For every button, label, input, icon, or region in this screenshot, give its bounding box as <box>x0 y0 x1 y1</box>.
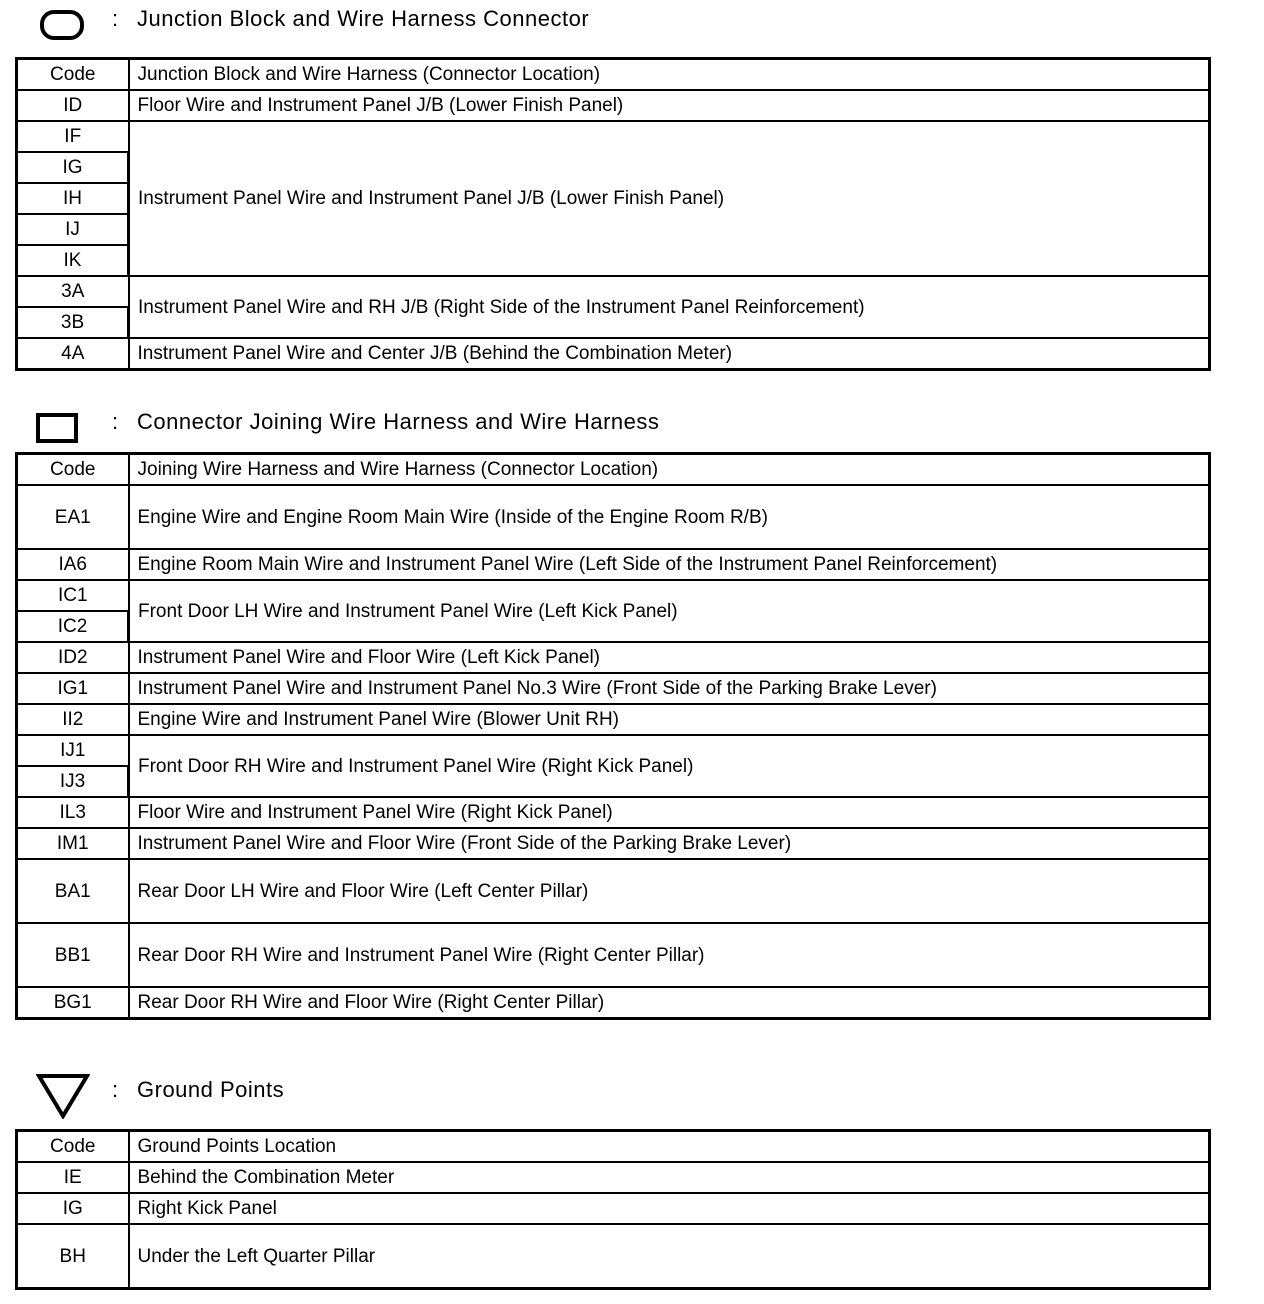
table-row <box>17 642 1210 673</box>
table-row <box>17 923 1210 987</box>
triangle-symbol-icon <box>36 1073 90 1119</box>
oval-symbol-icon <box>40 10 84 40</box>
code-cell: IG1 <box>17 673 129 704</box>
location-cell: Front Door LH Wire and Instrument Panel Wire (Left Kick Panel) <box>129 580 1210 642</box>
code-cell: ID <box>17 90 129 121</box>
table-row <box>17 704 1210 735</box>
code-cell: IH <box>17 183 129 214</box>
junction-block-table <box>15 57 1211 371</box>
location-cell: Engine Wire and Engine Room Main Wire (Inside of the Engine Room R/B) <box>129 485 1210 549</box>
code-cell: IJ3 <box>17 766 129 797</box>
location-cell: Floor Wire and Instrument Panel Wire (Right Kick Panel) <box>129 797 1210 828</box>
location-cell: Under the Left Quarter Pillar <box>129 1224 1210 1289</box>
code-cell: II2 <box>17 704 129 735</box>
location-cell: Front Door RH Wire and Instrument Panel Wire (Right Kick Panel) <box>129 735 1210 797</box>
location-cell: Instrument Panel Wire and Instrument Panel J/B (Lower Finish Panel) <box>129 121 1210 276</box>
location-cell: Instrument Panel Wire and Floor Wire (Front Side of the Parking Brake Lever) <box>129 828 1210 859</box>
code-cell: BA1 <box>17 859 129 923</box>
section-colon: : <box>112 6 119 31</box>
table-row <box>17 1193 1210 1224</box>
code-cell: BG1 <box>17 987 129 1019</box>
location-cell: Rear Door RH Wire and Floor Wire (Right Center Pillar) <box>129 987 1210 1019</box>
section-colon: : <box>112 409 119 434</box>
rectangle-symbol-icon <box>36 413 78 443</box>
location-column-header: Ground Points Location <box>129 1131 1210 1163</box>
code-cell: IJ1 <box>17 735 129 766</box>
section-heading: Connector Joining Wire Harness and Wire Harness <box>137 409 660 434</box>
location-cell: Instrument Panel Wire and Center J/B (Behind the Combination Meter) <box>129 338 1210 370</box>
section-heading: Ground Points <box>137 1077 285 1102</box>
location-cell: Rear Door LH Wire and Floor Wire (Left Center Pillar) <box>129 859 1210 923</box>
section-junction-block-head <box>0 2 1264 42</box>
location-cell: Instrument Panel Wire and Floor Wire (Left Kick Panel) <box>129 642 1210 673</box>
location-cell: Engine Room Main Wire and Instrument Panel Wire (Left Side of the Instrument Panel Reinforcement) <box>129 549 1210 580</box>
code-column-header: Code <box>17 1131 129 1163</box>
section-colon: : <box>112 1077 119 1102</box>
code-column-header: Code <box>17 59 129 91</box>
location-cell: Instrument Panel Wire and RH J/B (Right Side of the Instrument Panel Reinforcement) <box>129 276 1210 338</box>
code-cell: IC2 <box>17 611 129 642</box>
location-cell: Floor Wire and Instrument Panel J/B (Lower Finish Panel) <box>129 90 1210 121</box>
table-row <box>17 549 1210 580</box>
table-row <box>17 121 1210 152</box>
code-cell: IC1 <box>17 580 129 611</box>
code-cell: BB1 <box>17 923 129 987</box>
code-cell: BH <box>17 1224 129 1289</box>
table-row <box>17 859 1210 923</box>
table-row <box>17 797 1210 828</box>
table-header-row <box>17 1131 1210 1163</box>
code-cell: IL3 <box>17 797 129 828</box>
code-cell: EA1 <box>17 485 129 549</box>
ground-points-table <box>15 1129 1211 1290</box>
section-ground-points-head <box>0 1073 1264 1113</box>
table-header-row <box>17 454 1210 486</box>
code-cell: IG <box>17 1193 129 1224</box>
location-cell: Engine Wire and Instrument Panel Wire (Blower Unit RH) <box>129 704 1210 735</box>
location-column-header: Joining Wire Harness and Wire Harness (Connector Location) <box>129 454 1210 486</box>
location-cell: Rear Door RH Wire and Instrument Panel Wire (Right Center Pillar) <box>129 923 1210 987</box>
table-row <box>17 580 1210 611</box>
location-column-header: Junction Block and Wire Harness (Connector Location) <box>129 59 1210 91</box>
code-cell: IE <box>17 1162 129 1193</box>
code-cell: 3A <box>17 276 129 307</box>
table-row <box>17 1162 1210 1193</box>
table-row <box>17 828 1210 859</box>
location-cell: Right Kick Panel <box>129 1193 1210 1224</box>
table-row <box>17 1224 1210 1289</box>
code-cell: IJ <box>17 214 129 245</box>
table-row <box>17 735 1210 766</box>
table-row <box>17 485 1210 549</box>
code-column-header: Code <box>17 454 129 486</box>
code-cell: IM1 <box>17 828 129 859</box>
code-cell: IG <box>17 152 129 183</box>
table-header-row <box>17 59 1210 91</box>
location-cell: Instrument Panel Wire and Instrument Panel No.3 Wire (Front Side of the Parking Brake Lever) <box>129 673 1210 704</box>
section-heading: Junction Block and Wire Harness Connector <box>137 6 590 31</box>
code-cell: 3B <box>17 307 129 338</box>
location-cell: Behind the Combination Meter <box>129 1162 1210 1193</box>
code-cell: IA6 <box>17 549 129 580</box>
table-row <box>17 90 1210 121</box>
section-connector-joining-head <box>0 405 1264 445</box>
table-row <box>17 673 1210 704</box>
code-cell: ID2 <box>17 642 129 673</box>
table-row <box>17 276 1210 307</box>
connector-joining-table <box>15 452 1211 1020</box>
code-cell: IF <box>17 121 129 152</box>
code-cell: 4A <box>17 338 129 370</box>
table-row <box>17 987 1210 1019</box>
code-cell: IK <box>17 245 129 276</box>
table-row <box>17 338 1210 370</box>
